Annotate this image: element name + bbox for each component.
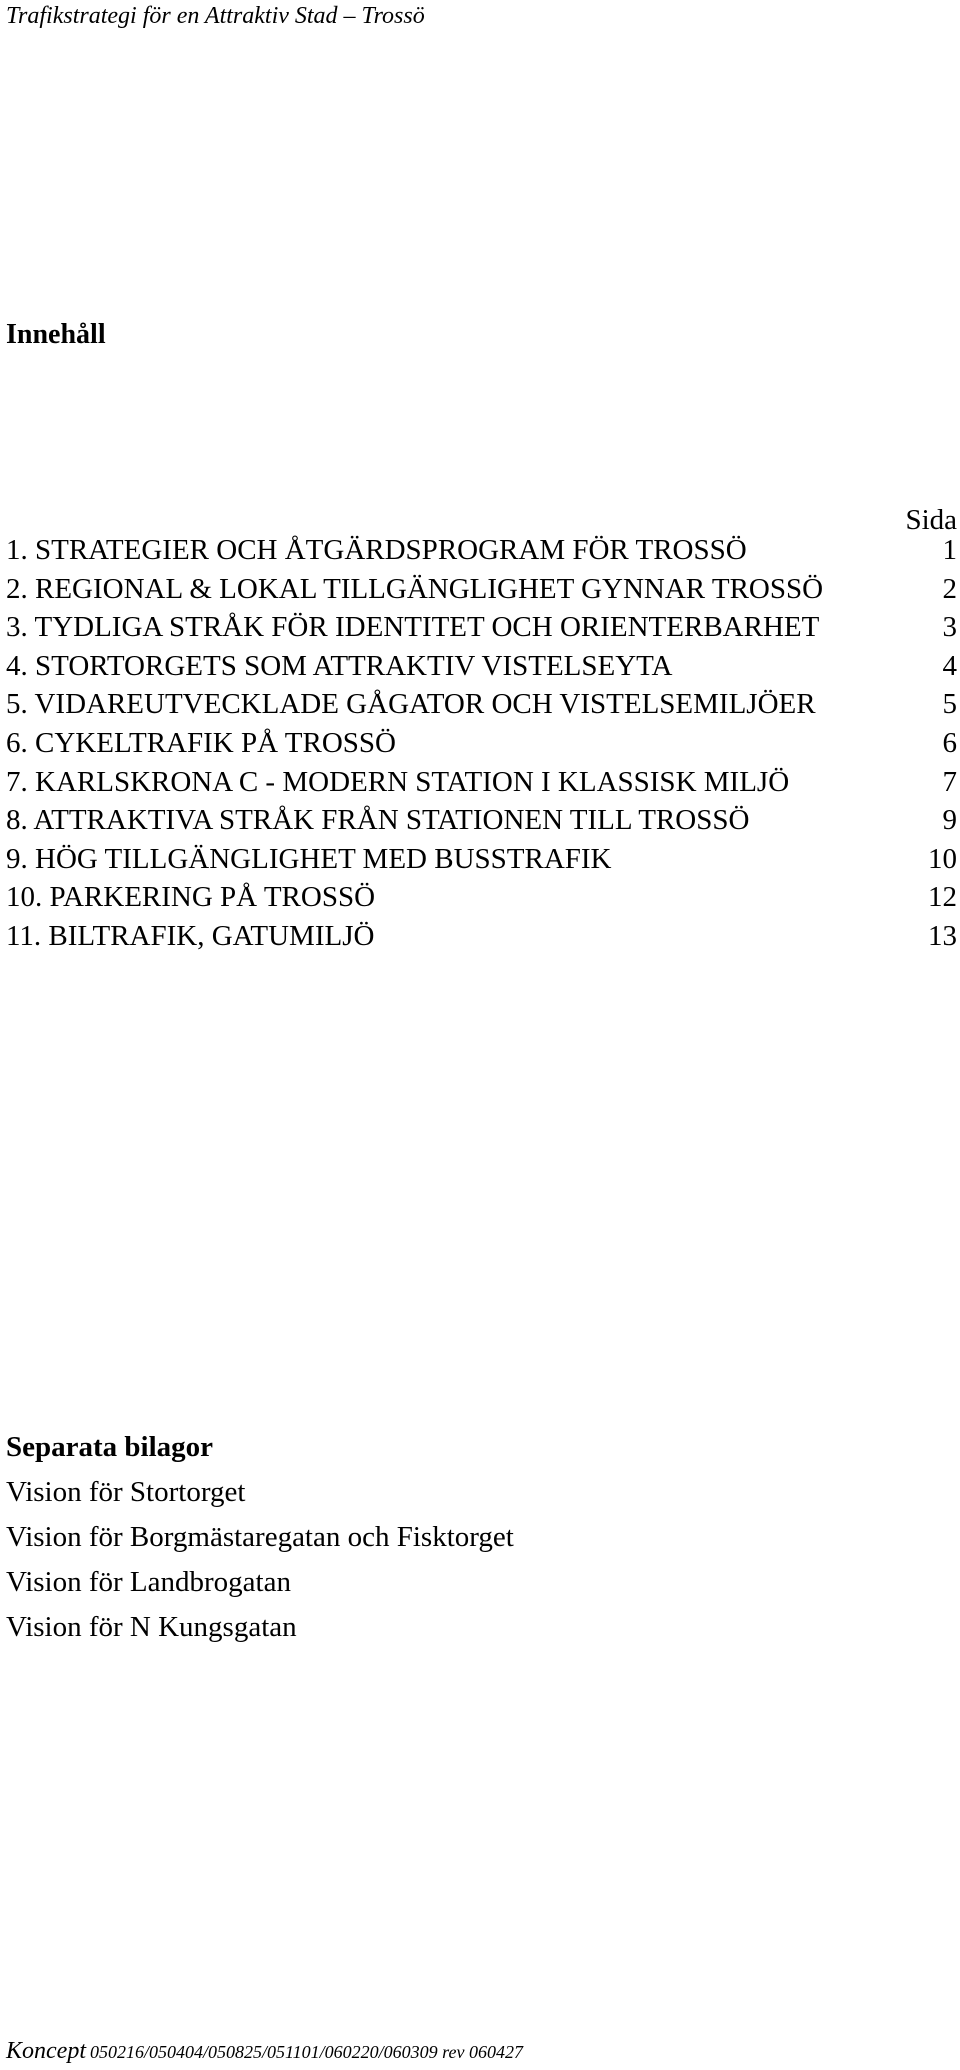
toc-entry-page: 13: [928, 920, 957, 952]
toc-entry-page: 6: [942, 727, 957, 759]
toc-entry: [6, 723, 957, 763]
toc-entry-title: 4. STORTORGETS SOM ATTRAKTIV VISTELSEYTA: [6, 649, 673, 682]
toc-entry: [6, 530, 957, 570]
toc-page-column-label: Sida: [905, 504, 957, 536]
page-footer: [6, 2036, 523, 2069]
toc-entry-page: 5: [942, 688, 957, 721]
toc-entry-page: 7: [942, 765, 957, 798]
attachment-item: Vision för N Kungsgatan: [6, 1611, 297, 1643]
toc-entry-title: 1. STRATEGIER OCH ÅTGÄRDSPROGRAM FÖR TROSSÖ: [6, 534, 747, 566]
toc-entry-page: 12: [928, 881, 957, 914]
attachment-item: Vision för Landbrogatan: [6, 1566, 291, 1598]
toc-entry-page: 10: [928, 842, 957, 875]
toc-entry-title: 11. BILTRAFIK, GATUMILJÖ: [6, 920, 375, 952]
toc-entry: [6, 877, 957, 917]
toc-entry-title: 8. ATTRAKTIVA STRÅK FRÅN STATIONEN TILL TROSSÖ: [6, 804, 750, 837]
toc-entry: [6, 607, 957, 647]
toc-entry-title: 9. HÖG TILLGÄNGLIGHET MED BUSSTRAFIK: [6, 842, 612, 875]
toc-entry-title: 7. KARLSKRONA C - MODERN STATION I KLASSISK MILJÖ: [6, 765, 790, 798]
footer-revisions: 050216/050404/050825/051101/060220/060309 rev 060427: [89, 2042, 523, 2062]
toc-entry-page: 2: [942, 572, 957, 605]
toc-entry-title: 5. VIDAREUTVECKLADE GÅGATOR OCH VISTELSEMILJÖER: [6, 688, 816, 721]
toc-entry: [6, 839, 957, 879]
toc-entry: [6, 684, 957, 724]
toc-entry-page: 4: [942, 649, 957, 682]
attachment-item: Vision för Borgmästaregatan och Fisktorget: [6, 1521, 514, 1553]
attachment-item: Vision för Stortorget: [6, 1476, 246, 1508]
toc-entry-page: 1: [942, 534, 957, 566]
toc-entry-title: 3. TYDLIGA STRÅK FÖR IDENTITET OCH ORIENTERBARHET: [6, 611, 820, 644]
attachments-heading: Separata bilagor: [6, 1431, 214, 1463]
toc-entry-page: 9: [942, 804, 957, 837]
attachments-section: [6, 1425, 906, 1650]
toc-entry: [6, 646, 957, 686]
footer-label: Koncept: [6, 2038, 86, 2064]
toc-entry: [6, 800, 957, 840]
page-header: Trafikstrategi för en Attraktiv Stad – Trossö: [6, 3, 425, 29]
toc-heading: Innehåll: [6, 319, 106, 350]
toc-entry: [6, 569, 957, 609]
toc-entry: [6, 916, 957, 956]
toc-entry-title: 2. REGIONAL & LOKAL TILLGÄNGLIGHET GYNNAR TROSSÖ: [6, 572, 824, 605]
toc-entry-page: 3: [942, 611, 957, 644]
toc-entry-title: 10. PARKERING PÅ TROSSÖ: [6, 881, 376, 914]
toc-entry-title: 6. CYKELTRAFIK PÅ TROSSÖ: [6, 727, 396, 759]
toc-entry: [6, 762, 957, 802]
